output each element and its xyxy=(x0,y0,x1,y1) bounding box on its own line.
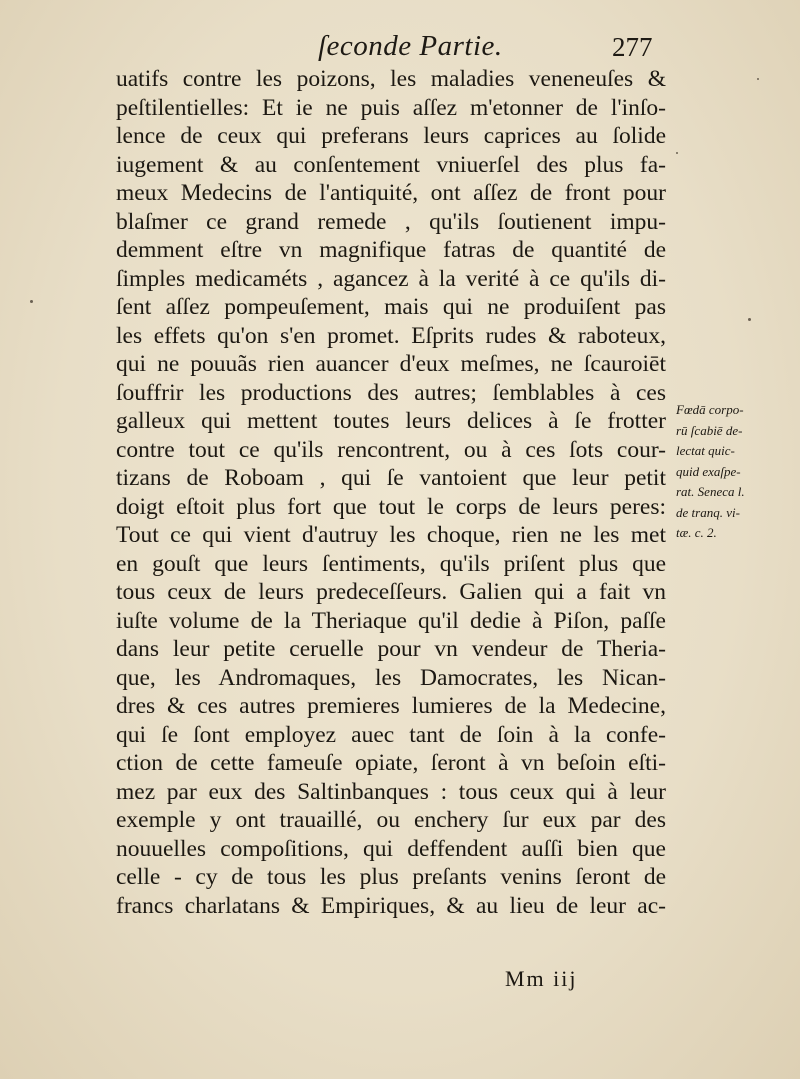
text-line: lence de ceux qui preferans leurs caprices au ſolide xyxy=(116,123,666,149)
text-line: contre tout ce qu'ils rencontrent, ou à ces ſots cour- xyxy=(116,436,666,463)
text-line: les effets qu'on s'en promet. Eſprits rudes & raboteux, xyxy=(116,322,666,349)
text-line: ſent aſſez pompeuſement, mais qui ne produiſent pas xyxy=(116,294,666,320)
text-line: iugement & au conſentement vniuerſel des plus fa- xyxy=(116,151,666,178)
margin-note-line: lectat quic- xyxy=(676,443,735,458)
margin-note-line: Fœdā corpo- xyxy=(676,402,744,417)
text-line: Tout ce qui vient d'autruy les choque, rien ne les met xyxy=(116,522,666,548)
body-text xyxy=(116,65,666,920)
text-line: ſouffrir les productions des autres; ſemblables à ces xyxy=(116,379,666,406)
text-line: en gouſt que leurs ſentiments, qu'ils priſent plus que xyxy=(116,550,666,577)
text-line: demment eſtre vn magnifique fatras de quantité de xyxy=(116,237,666,263)
text-line: nouuelles compoſitions, qui deffendent auſſi bien que xyxy=(116,835,666,862)
text-line: francs charlatans & Empiriques, & au lieu de leur ac- xyxy=(116,892,666,919)
margin-note xyxy=(676,400,776,544)
text-line: ſimples medicaméts , agancez à la verité à ce qu'ils di- xyxy=(116,265,666,292)
text-line: blaſmer ce grand remede , qu'ils ſoutienent impu- xyxy=(116,208,666,235)
text-line: qui ne pouuãs rien auancer d'eux meſmes, ne ſcauroiēt xyxy=(116,351,666,377)
margin-note-line: rū ſcabiē de- xyxy=(676,422,743,438)
running-title: ſeconde Partie. xyxy=(318,30,503,62)
text-line: tizans de Roboam , qui ſe vantoient que leur petit xyxy=(116,465,666,491)
ink-speck xyxy=(757,78,759,80)
text-line: uatifs contre les poizons, les maladies veneneuſes & xyxy=(116,66,666,92)
text-line: iuſte volume de la Theriaque qu'il dedie à Piſon, paſſe xyxy=(116,607,666,634)
ink-speck xyxy=(30,300,33,303)
text-line: dres & ces autres premieres lumieres de la Medecine, xyxy=(116,693,666,719)
text-line: que, les Andromaques, les Damocrates, les Nican- xyxy=(116,664,666,691)
text-line: galleux qui mettent toutes leurs delices à ſe frotter xyxy=(116,408,666,434)
text-line: mez par eux des Saltinbanques : tous ceux qui à leur xyxy=(116,778,666,805)
running-head xyxy=(0,30,800,70)
ink-speck xyxy=(748,318,751,321)
text-line: dans leur petite ceruelle pour vn vendeur de Theria- xyxy=(116,636,666,662)
text-line: meux Medecins de l'antiquité, ont aſſez de front pour xyxy=(116,180,666,206)
text-line: ction de cette fameuſe opiate, ſeront à vn beſoin eſti- xyxy=(116,750,666,776)
text-line: peſtilentielles: Et ie ne puis aſſez m'etonner de l'inſo- xyxy=(116,94,666,121)
margin-note-line: de tranq. vi- xyxy=(676,504,740,520)
margin-note-line: quid exaſpe- xyxy=(676,463,741,479)
margin-note-line: rat. Seneca l. xyxy=(676,484,745,499)
text-line: doigt eſtoit plus fort que tout le corps de leurs peres: xyxy=(116,493,666,520)
text-line: qui ſe ſont employez auec tant de ſoin à la confe- xyxy=(116,721,666,748)
text-line: exemple y ont trauaillé, ou enchery ſur eux par des xyxy=(116,807,666,833)
text-line: tous ceux de leurs predeceſſeurs. Galien qui a fait vn xyxy=(116,579,666,605)
ink-speck xyxy=(676,152,678,154)
margin-note-line: tæ. c. 2. xyxy=(676,525,717,540)
page-number: 277 xyxy=(612,32,653,62)
text-line: celle - cy de tous les plus preſants venins ſeront de xyxy=(116,864,666,890)
signature-mark: Mm iij xyxy=(505,966,578,991)
